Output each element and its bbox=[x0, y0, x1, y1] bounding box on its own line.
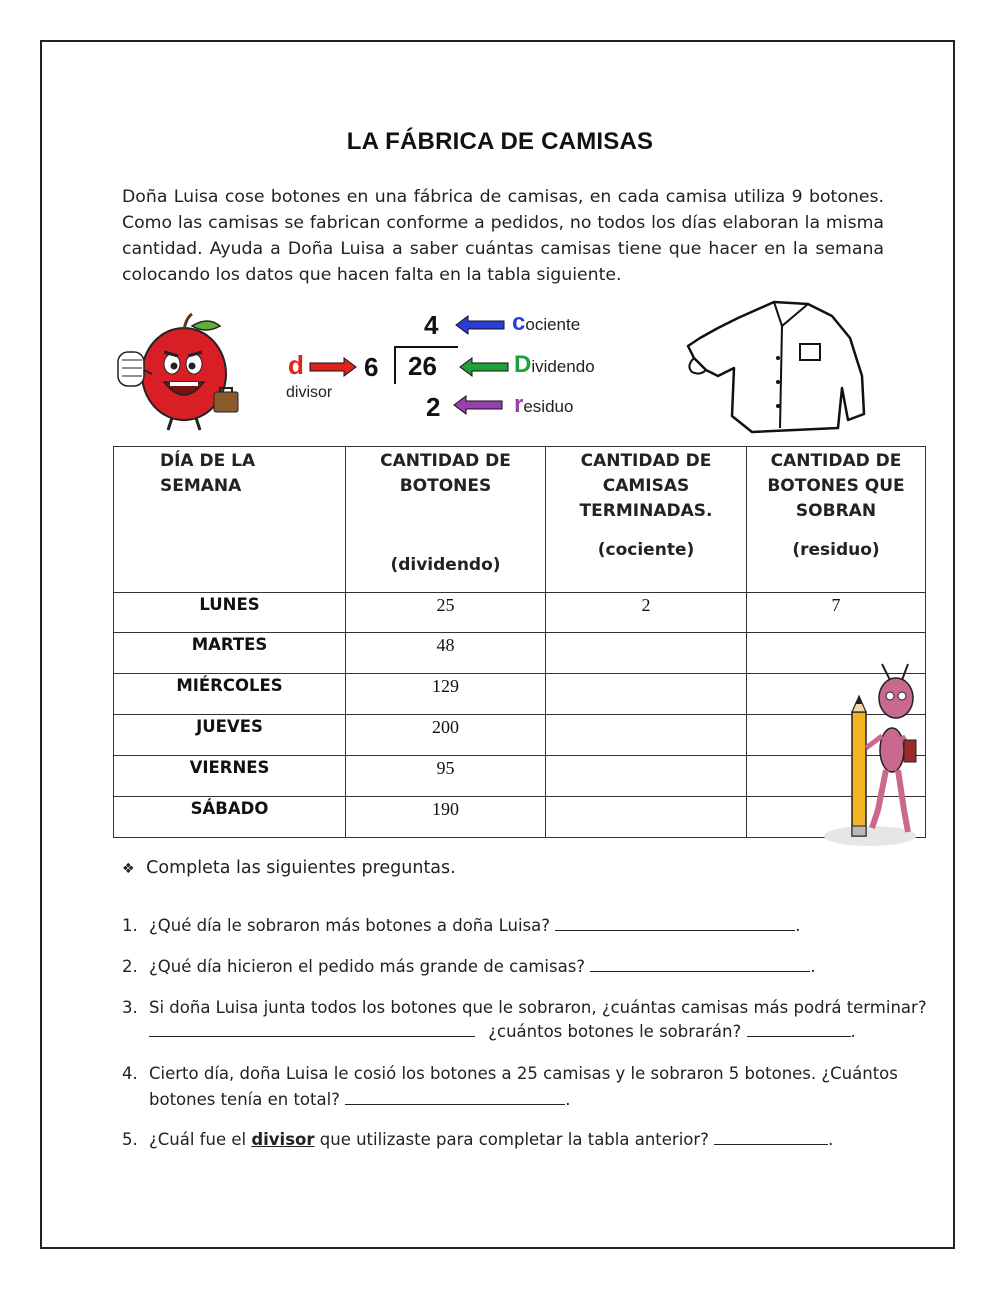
question-4-line-2: botones tenía en total? . bbox=[149, 1090, 571, 1109]
dividend-number: 26 bbox=[408, 351, 437, 381]
purple-arrow-icon bbox=[452, 394, 504, 416]
question-3: 3. Si doña Luisa junta todos los botones que le sobraron, ¿cuántas camisas más podrá terminar? bbox=[122, 998, 927, 1017]
green-arrow-icon bbox=[458, 356, 510, 378]
shirts-cell[interactable] bbox=[546, 797, 747, 838]
buttons-cell: 25 bbox=[346, 593, 546, 633]
buttons-cell: 190 bbox=[346, 797, 546, 838]
shirt-illustration bbox=[682, 298, 872, 436]
ant-with-pencil-illustration bbox=[800, 660, 924, 852]
answer-3b-field[interactable] bbox=[747, 1022, 851, 1037]
d-letter: d bbox=[288, 350, 304, 380]
answer-4-field[interactable] bbox=[345, 1090, 565, 1105]
quotient-number: 4 bbox=[424, 310, 439, 340]
question-5: 5. ¿Cuál fue el divisor que utilizaste para completar la tabla anterior? . bbox=[122, 1130, 834, 1149]
blue-arrow-icon bbox=[454, 314, 506, 336]
day-cell: VIERNES bbox=[114, 756, 346, 797]
answer-5-field[interactable] bbox=[714, 1130, 828, 1145]
buttons-cell: 48 bbox=[346, 633, 546, 674]
question-2: 2. ¿Qué día hicieron el pedido más grande de camisas? . bbox=[122, 957, 816, 976]
table-row bbox=[114, 593, 926, 633]
buttons-cell: 200 bbox=[346, 715, 546, 756]
apple-mascot-illustration bbox=[112, 312, 242, 434]
day-cell: LUNES bbox=[114, 593, 346, 633]
divisor-label: divisor bbox=[286, 384, 333, 401]
red-arrow-icon bbox=[308, 356, 358, 378]
divisor-number: 6 bbox=[364, 352, 379, 382]
leftover-cell[interactable]: 7 bbox=[747, 593, 926, 633]
header-leftover: CANTIDAD DE BOTONES QUE SOBRAN (residuo) bbox=[747, 447, 926, 593]
dividendo-label: Dividendo bbox=[514, 351, 595, 378]
diamond-bullet-icon: ❖ bbox=[122, 861, 135, 877]
answer-1-field[interactable] bbox=[555, 916, 795, 931]
residuo-label: residuo bbox=[514, 391, 574, 418]
remainder-number: 2 bbox=[426, 392, 441, 422]
question-1: 1. ¿Qué día le sobraron más botones a doña Luisa? . bbox=[122, 916, 801, 935]
day-cell: SÁBADO bbox=[114, 797, 346, 838]
day-cell: MARTES bbox=[114, 633, 346, 674]
day-cell: JUEVES bbox=[114, 715, 346, 756]
question-3-line-2: ¿cuántos botones le sobrarán? . bbox=[149, 1022, 856, 1041]
day-cell: MIÉRCOLES bbox=[114, 674, 346, 715]
division-diagram bbox=[286, 306, 646, 426]
page-title: LA FÁBRICA DE CAMISAS bbox=[346, 128, 654, 155]
shirts-cell[interactable] bbox=[546, 756, 747, 797]
questions-intro: ❖ Completa las siguientes preguntas. bbox=[122, 858, 456, 878]
header-shirts: CANTIDAD DE CAMISAS TERMINADAS. (cociente) bbox=[546, 447, 747, 593]
question-4: 4. Cierto día, doña Luisa le cosió los botones a 25 camisas y le sobraron 5 botones. ¿Cuántos bbox=[122, 1064, 898, 1083]
cociente-label: cociente bbox=[512, 309, 581, 336]
header-day: DÍA DE LA SEMANA bbox=[114, 447, 346, 593]
intro-paragraph: Doña Luisa cose botones en una fábrica de camisas, en cada camisa utiliza 9 botones. Como las camisas se fabrican conforme a pedidos, no todos los días elaboran la misma cantidad. Ayuda a Doña Luisa a saber cuántas camisas tiene que hacer en la semana colocando los datos que hacen falta en la tabla siguiente. bbox=[122, 187, 884, 285]
shirts-cell[interactable] bbox=[546, 715, 747, 756]
table-header-row bbox=[114, 447, 926, 593]
shirts-cell[interactable] bbox=[546, 633, 747, 674]
answer-2-field[interactable] bbox=[590, 957, 810, 972]
buttons-cell: 95 bbox=[346, 756, 546, 797]
header-buttons: CANTIDAD DE BOTONES (dividendo) bbox=[346, 447, 546, 593]
answer-3a-field[interactable] bbox=[149, 1022, 475, 1037]
shirts-cell[interactable] bbox=[546, 674, 747, 715]
buttons-cell: 129 bbox=[346, 674, 546, 715]
shirts-cell[interactable]: 2 bbox=[546, 593, 747, 633]
